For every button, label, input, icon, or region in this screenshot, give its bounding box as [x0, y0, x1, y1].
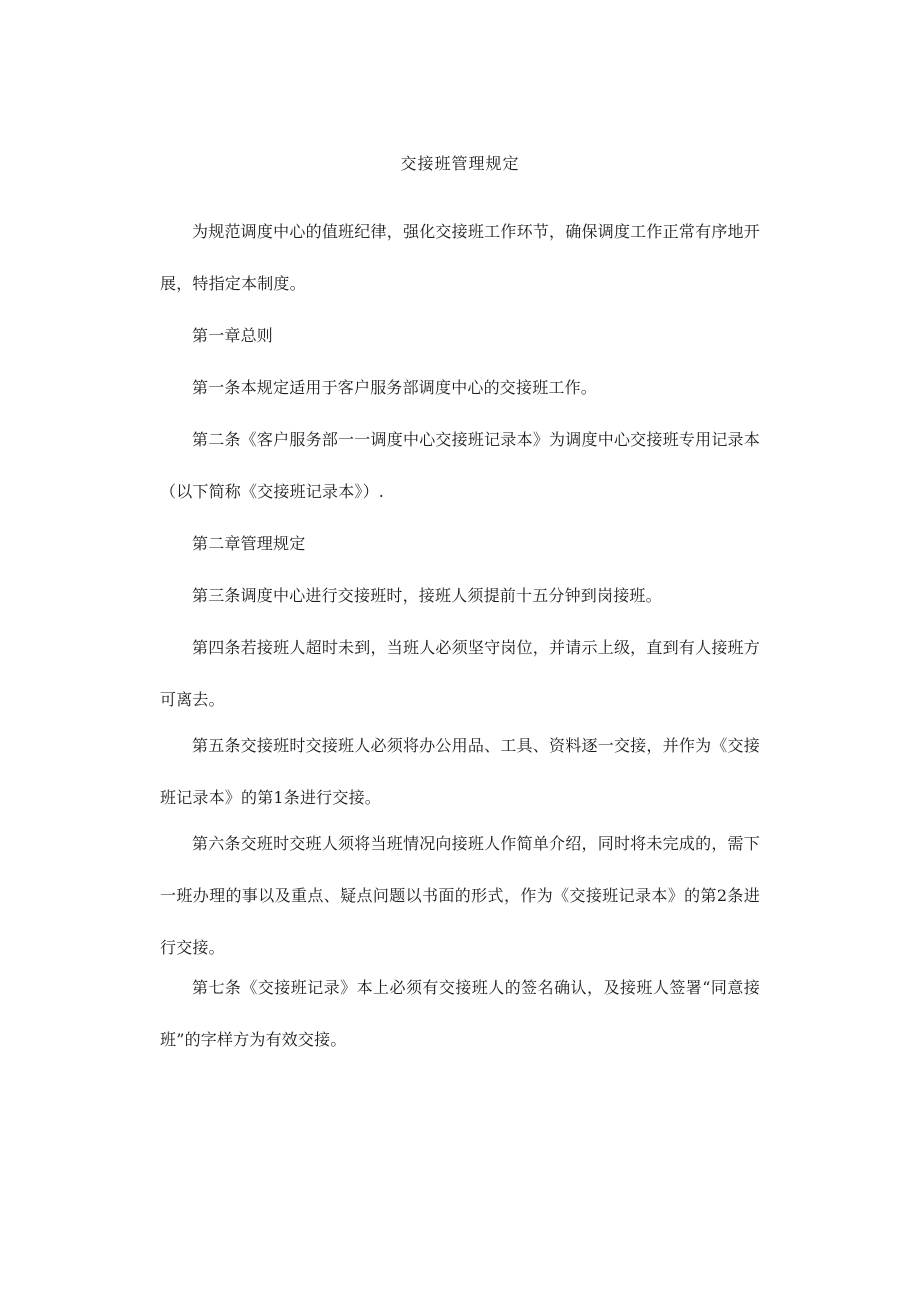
chapter-heading-general: 第一章总则	[192, 326, 274, 345]
article-4: 第四条若接班人超时未到，当班人必须坚守岗位，并请示上级，直到有人接班方可离去。	[160, 638, 760, 709]
article-6: 第六条交班时交班人须将当班情况向接班人作简单介绍，同时将未完成的，需下一班办理的事以及重点、疑点问题以书面的形式，作为《交接班记录本》的第2条进行交接。	[160, 834, 760, 957]
article-2: 第二条《客户服务部一一调度中心交接班记录本》为调度中心交接班专用记录本（以下简称《交接班记录本》）.	[160, 430, 760, 501]
chapter-heading-management: 第二章管理规定	[192, 534, 306, 553]
article-7: 第七条《交接班记录》本上必须有交接班人的签名确认，及接班人签署“同意接班”的字样方为有效交接。	[160, 978, 760, 1049]
article-1: 第一条本规定适用于客户服务部调度中心的交接班工作。	[192, 378, 598, 397]
article-3: 第三条调度中心进行交接班时，接班人须提前十五分钟到岗接班。	[192, 586, 662, 605]
article-5: 第五条交接班时交接班人必须将办公用品、工具、资料逐一交接，并作为《交接班记录本》的第1条进行交接。	[160, 736, 760, 807]
intro-paragraph: 为规范调度中心的值班纪律，强化交接班工作环节，确保调度工作正常有序地开展，特指定本制度。	[160, 222, 760, 293]
document-title: 交接班管理规定	[400, 154, 520, 173]
